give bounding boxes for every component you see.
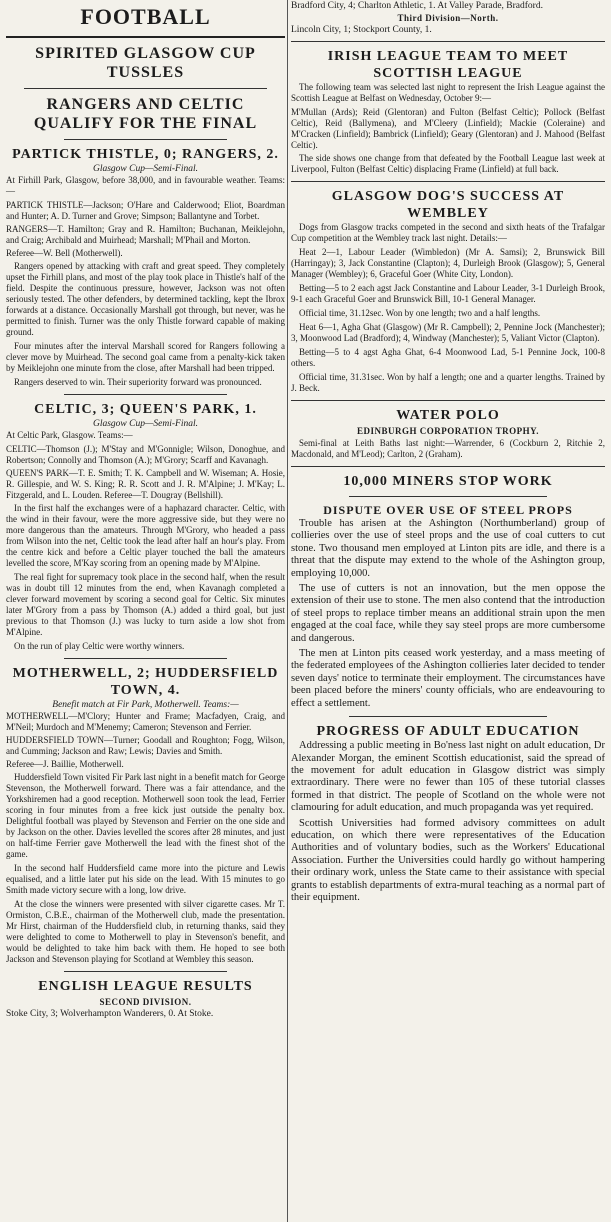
match2-title: CELTIC, 3; QUEEN'S PARK, 1. (34, 402, 257, 417)
irish-team: M'Mullan (Ards); Reid (Glentoran) and Fulton (Belfast Celtic); Pollock (Belfast Celtic), Reid (Ballymena), and M'Cleery (Linfield); Mackie (Coleraine) and M'Cracken (Linfield); Bambrick (Linfield); Geary (Glentoran) and J. Mahood (Belfast Celtic). (291, 107, 605, 150)
divider (64, 139, 227, 140)
headline-qualify: RANGERS AND CELTIC QUALIFY FOR THE FINAL (33, 96, 258, 132)
divider (291, 400, 605, 401)
match1-sub: Glasgow Cup—Semi-Final. (92, 164, 199, 174)
divider (291, 41, 605, 42)
polo-text: Semi-final at Leith Baths last night:—Warrender, 6 (Cockburn 2, Ritchie 2, Macdonald, and M'Leod); Carlton, 2 (Graham). (291, 438, 605, 459)
divider (24, 88, 267, 89)
match1-team2: RANGERS—T. Hamilton; Gray and R. Hamilton; Buchanan, Meiklejohn, and Craig; Archibald and Muirhead; Marshall; M'Phail and Morton. (6, 224, 285, 245)
match3-team2: HUDDERSFIELD TOWN—Turner; Goodall and Roughton; Fogg, Wilson, and Cumming; Jackson and Raw; Lewis; Davies and Smith. (6, 735, 285, 756)
match3-referee: Referee—J. Baillie, Motherwell. (6, 759, 124, 769)
match3-report2: In the second half Huddersfield came more into the picture and Lewis equalised, and a little later put his side on the lead. With 15 minutes to go Smith made victory secure with a long, low drive. (6, 863, 285, 895)
dog-time2: Official time, 31.31sec. Won by half a length; one and a quarter lengths. Trained by J. Beck. (291, 372, 605, 393)
miners-title: 10,000 MINERS STOP WORK (343, 474, 553, 489)
match3-report3: At the close the winners were presented with silver cigarette cases. Mr T. Ormiston, C.B.E., chairman of the Motherwell club, made the presentation. Mr Hirst, chairman of the Huddersfield club, in returning thanks, said they were delighted to come to Motherwell to play in Stevenson's benefit, and would be delighted to take him back with them. He hoped to see both Jackson and Stevenson playing for Scotland at Wembley this season. (6, 899, 285, 964)
dog-para1: Dogs from Glasgow tracks competed in the second and sixth heats of the Trafalgar Cup competition at the Wembley track last night. Details:— (291, 222, 605, 243)
english-league-title: ENGLISH LEAGUE RESULTS (38, 979, 253, 994)
match1-report2: Four minutes after the interval Marshall scored for Rangers following a clever move by Muirhead. The second goal came from a penalty-kick taken by Meiklejohn one minute from the close, after Marshall had been tripped. (6, 341, 285, 373)
match2-sub: Glasgow Cup—Semi-Final. (92, 419, 199, 429)
match1-title: PARTICK THISTLE, 0; RANGERS, 2. (12, 147, 279, 162)
headline-glasgow-cup: SPIRITED GLASGOW CUP TUSSLES (35, 45, 256, 81)
match2-team1: CELTIC—Thomson (J.); M'Stay and M'Gonnigle; Wilson, Donoghue, and Robertson; Connolly and Thomson (A.); M'Grory; Scarff and Kavanagh. (6, 444, 285, 465)
match2-report3: On the run of play Celtic were worthy winners. (14, 641, 185, 651)
football-heading: FOOTBALL (80, 4, 211, 29)
match1-report3: Rangers deserved to win. Their superiority forward was pronounced. (14, 377, 262, 387)
dog-time1: Official time, 31.12sec. Won by one length; two and a half lengths. (299, 308, 541, 318)
dog-heat2: Heat 6—1, Agha Ghat (Glasgow) (Mr R. Campbell); 2, Pennine Jock (Manchester); 3, Moonwood Lad (Bradford); 4, Windway (Manchester); 5, Valiant Victor (Clapton). (291, 322, 605, 343)
education-para1: Addressing a public meeting in Bo'ness last night on adult education, Dr Alexander Morgan, the eminent Scottish educationist, said the spread of the movement for adult education in Glasgow district was simply extraordinary. There were no fewer than 105 of these tutorial classes formed in that district. The people of Scotland on the whole were not clamouring for adult education, and much propaganda was yet required. (291, 740, 605, 814)
match2-report1: In the first half the exchanges were of a haphazard character. Celtic, with the wind in their favour, were the more aggressive side, but they were no more dangerous than the amateurs. Through M'Grory, who headed a pass from Wilson into the net, Celtic took the lead after half an hour's play. From the centre kick and before a Celtic player touched the ball the amateurs levelled the score, M'Kay scoring from an opening made by M'Alpine. (6, 503, 285, 568)
divider (291, 181, 605, 182)
match1-intro: At Firhill Park, Glasgow, before 38,000, and in favourable weather. Teams:— (6, 175, 285, 196)
divider (64, 658, 227, 659)
division-label: Third Division—North. (397, 13, 499, 23)
result-line: Lincoln City, 1; Stockport County, 1. (291, 25, 432, 35)
divider (349, 716, 547, 717)
match1-report1: Rangers opened by attacking with craft and great speed. They completely upset the Firhill plans, and most of the play took place in Thistle's half of the field. Despite the continuous pressure, however, Jackson was not often seriously tested. The other defenders, by determined tackling, kept the Ibrox forwards at a distance. Occasionally Marshall got through, but never, was he permitted to finish. Turner was the only Thistle forward capable of making ground. (6, 261, 285, 337)
dog-heat1: Heat 2—1, Labour Leader (Wimbledon) (Mr A. Samsi); 2, Brunswick Bill (Harringay); 3, Jack Constantine (Clapton); 4, Durleigh Brook (Glasgow); 5, General Manager (Wembley); 6, Graceful Goer (White City, London). (291, 247, 605, 279)
miners-para2: The use of cutters is not an innovation, but the men oppose the extension of their use to stone. The men also contend that the introduction of steel props to replace timber means an additional strain upon the men engaged at the coal face, while they say steel props are more cumbersome and dangerous. (291, 583, 605, 644)
dog-title: GLASGOW DOG'S SUCCESS AT WEMBLEY (331, 189, 565, 221)
match3-sub: Benefit match at Fir Park, Motherwell. Teams:— (52, 700, 239, 710)
match1-referee: Referee—W. Bell (Motherwell). (6, 248, 123, 258)
irish-para2: The side shows one change from that defeated by the Football League last week at Liverpool, Fulton (Belfast Celtic) displacing Frame (Linfield) at full back. (291, 153, 605, 174)
result-line: Bradford City, 4; Charlton Athletic, 1. At Valley Parade, Bradford. (291, 1, 543, 11)
divider (349, 496, 547, 497)
match1-team1: PARTICK THISTLE—Jackson; O'Hare and Calderwood; Eliot, Boardman and Hunter; A. D. Turner and Grove; Simpson; Ballantyne and Torbet. (6, 200, 285, 221)
result-line: Stoke City, 3; Wolverhampton Wanderers, 0. At Stoke. (6, 1009, 214, 1019)
water-polo-title: WATER POLO (396, 408, 500, 423)
column-divider (287, 0, 288, 1222)
miners-subtitle: DISPUTE OVER USE OF STEEL PROPS (323, 503, 573, 517)
divider (64, 971, 227, 972)
match2-team2: QUEEN'S PARK—T. E. Smith; T. K. Campbell and W. Wiseman; A. Hosie, R. Gillespie, and W. S. King; R. R. Scott and J. R. M'Alpine; J. M'Kay; L. Fitzgerald, and L. Louden. Referee—T. Dougray (Bellshill). (6, 468, 285, 500)
left-column (4, 0, 287, 1222)
match3-report1: Huddersfield Town visited Fir Park last night in a benefit match for George Stevenson, the Motherwell forward. There was a fair attendance, and the Yorkshiremen had a good reception. Motherwell soon took the lead, Ferrier scoring in four minutes from a free kick just outside the penalty box. Delightful football was played by Stevenson and Ferrier on the one side and by Jackson on the other. Davies levelled the scores after 28 minutes, and just on half-time Ferrier gave Motherwell the lead with the finest shot of the game. (6, 772, 285, 859)
match2-report2: The real fight for supremacy took place in the second half, when the result was in doubt till 12 minutes from the end, when Kavanagh completed a clever forward movement by scoring a second goal for Celtic. Six minutes later M'Grory from a pass by Thomson (A.) added a third goal, but just previous to that Thomson (J.) was lucky to turn aside a low shot from M'Alpine. (6, 572, 285, 637)
dog-bet2: Betting—5 to 4 agst Agha Ghat, 6-4 Moonwood Lad, 5-1 Pennine Jock, 100-8 others. (291, 347, 605, 368)
trophy-label: EDINBURGH CORPORATION TROPHY. (356, 426, 540, 436)
dog-bet1: Betting—5 to 2 each agst Jack Constantine and Labour Leader, 3-1 Durleigh Brook, 9-1 each Graceful Goer and Brunswick Bill, 10-1 General Manager. (291, 283, 605, 304)
miners-para3: The men at Linton pits ceased work yesterday, and a mass meeting of the federated employees of the Ashington collieries later decided to tender seven days' notice to terminate their employment. The circumstances have been placed before the miners' county officials, who are endeavouring to effect a settlement. (291, 648, 605, 709)
irish-league-title: IRISH LEAGUE TEAM TO MEET SCOTTISH LEAGUE (327, 49, 569, 81)
education-para2: Scottish Universities had formed advisory committees on adult education, on which there were representatives of the Education Authorities and of voluntary bodies, such as the Workers' Educational Association. Further the Universities could hardly go without hampering their ordinary work, unless the State came to their assistance with special grants to establish departments of extra-mural teaching as a normal part of their equipment. (291, 817, 605, 903)
match3-team1: MOTHERWELL—M'Clory; Hunter and Frame; Macfadyen, Craig, and M'Neil; Murdoch and M'Menemy; Cameron; Stevenson and Ferrier. (6, 711, 285, 732)
divider (291, 466, 605, 467)
right-column (289, 0, 607, 1222)
education-title: PROGRESS OF ADULT EDUCATION (316, 724, 580, 740)
irish-para1: The following team was selected last night to represent the Irish League against the Scottish League at Belfast on Wednesday, October 9:— (291, 82, 605, 103)
miners-para1: Trouble has arisen at the Ashington (Northumberland) group of collieries over the use of steel props and the use of coal cutters to cut stone. Two thousand men employed at Linton pits are idle, and there is a threat that the dispute may extend to the whole of the Ashington group, employing 10,000. (291, 518, 605, 579)
match2-intro: At Celtic Park, Glasgow. Teams:— (6, 430, 133, 440)
divider (64, 394, 227, 395)
match3-title: MOTHERWELL, 2; HUDDERSFIELD TOWN, 4. (12, 666, 279, 698)
divider (6, 36, 285, 38)
division-label: SECOND DIVISION. (99, 997, 192, 1007)
